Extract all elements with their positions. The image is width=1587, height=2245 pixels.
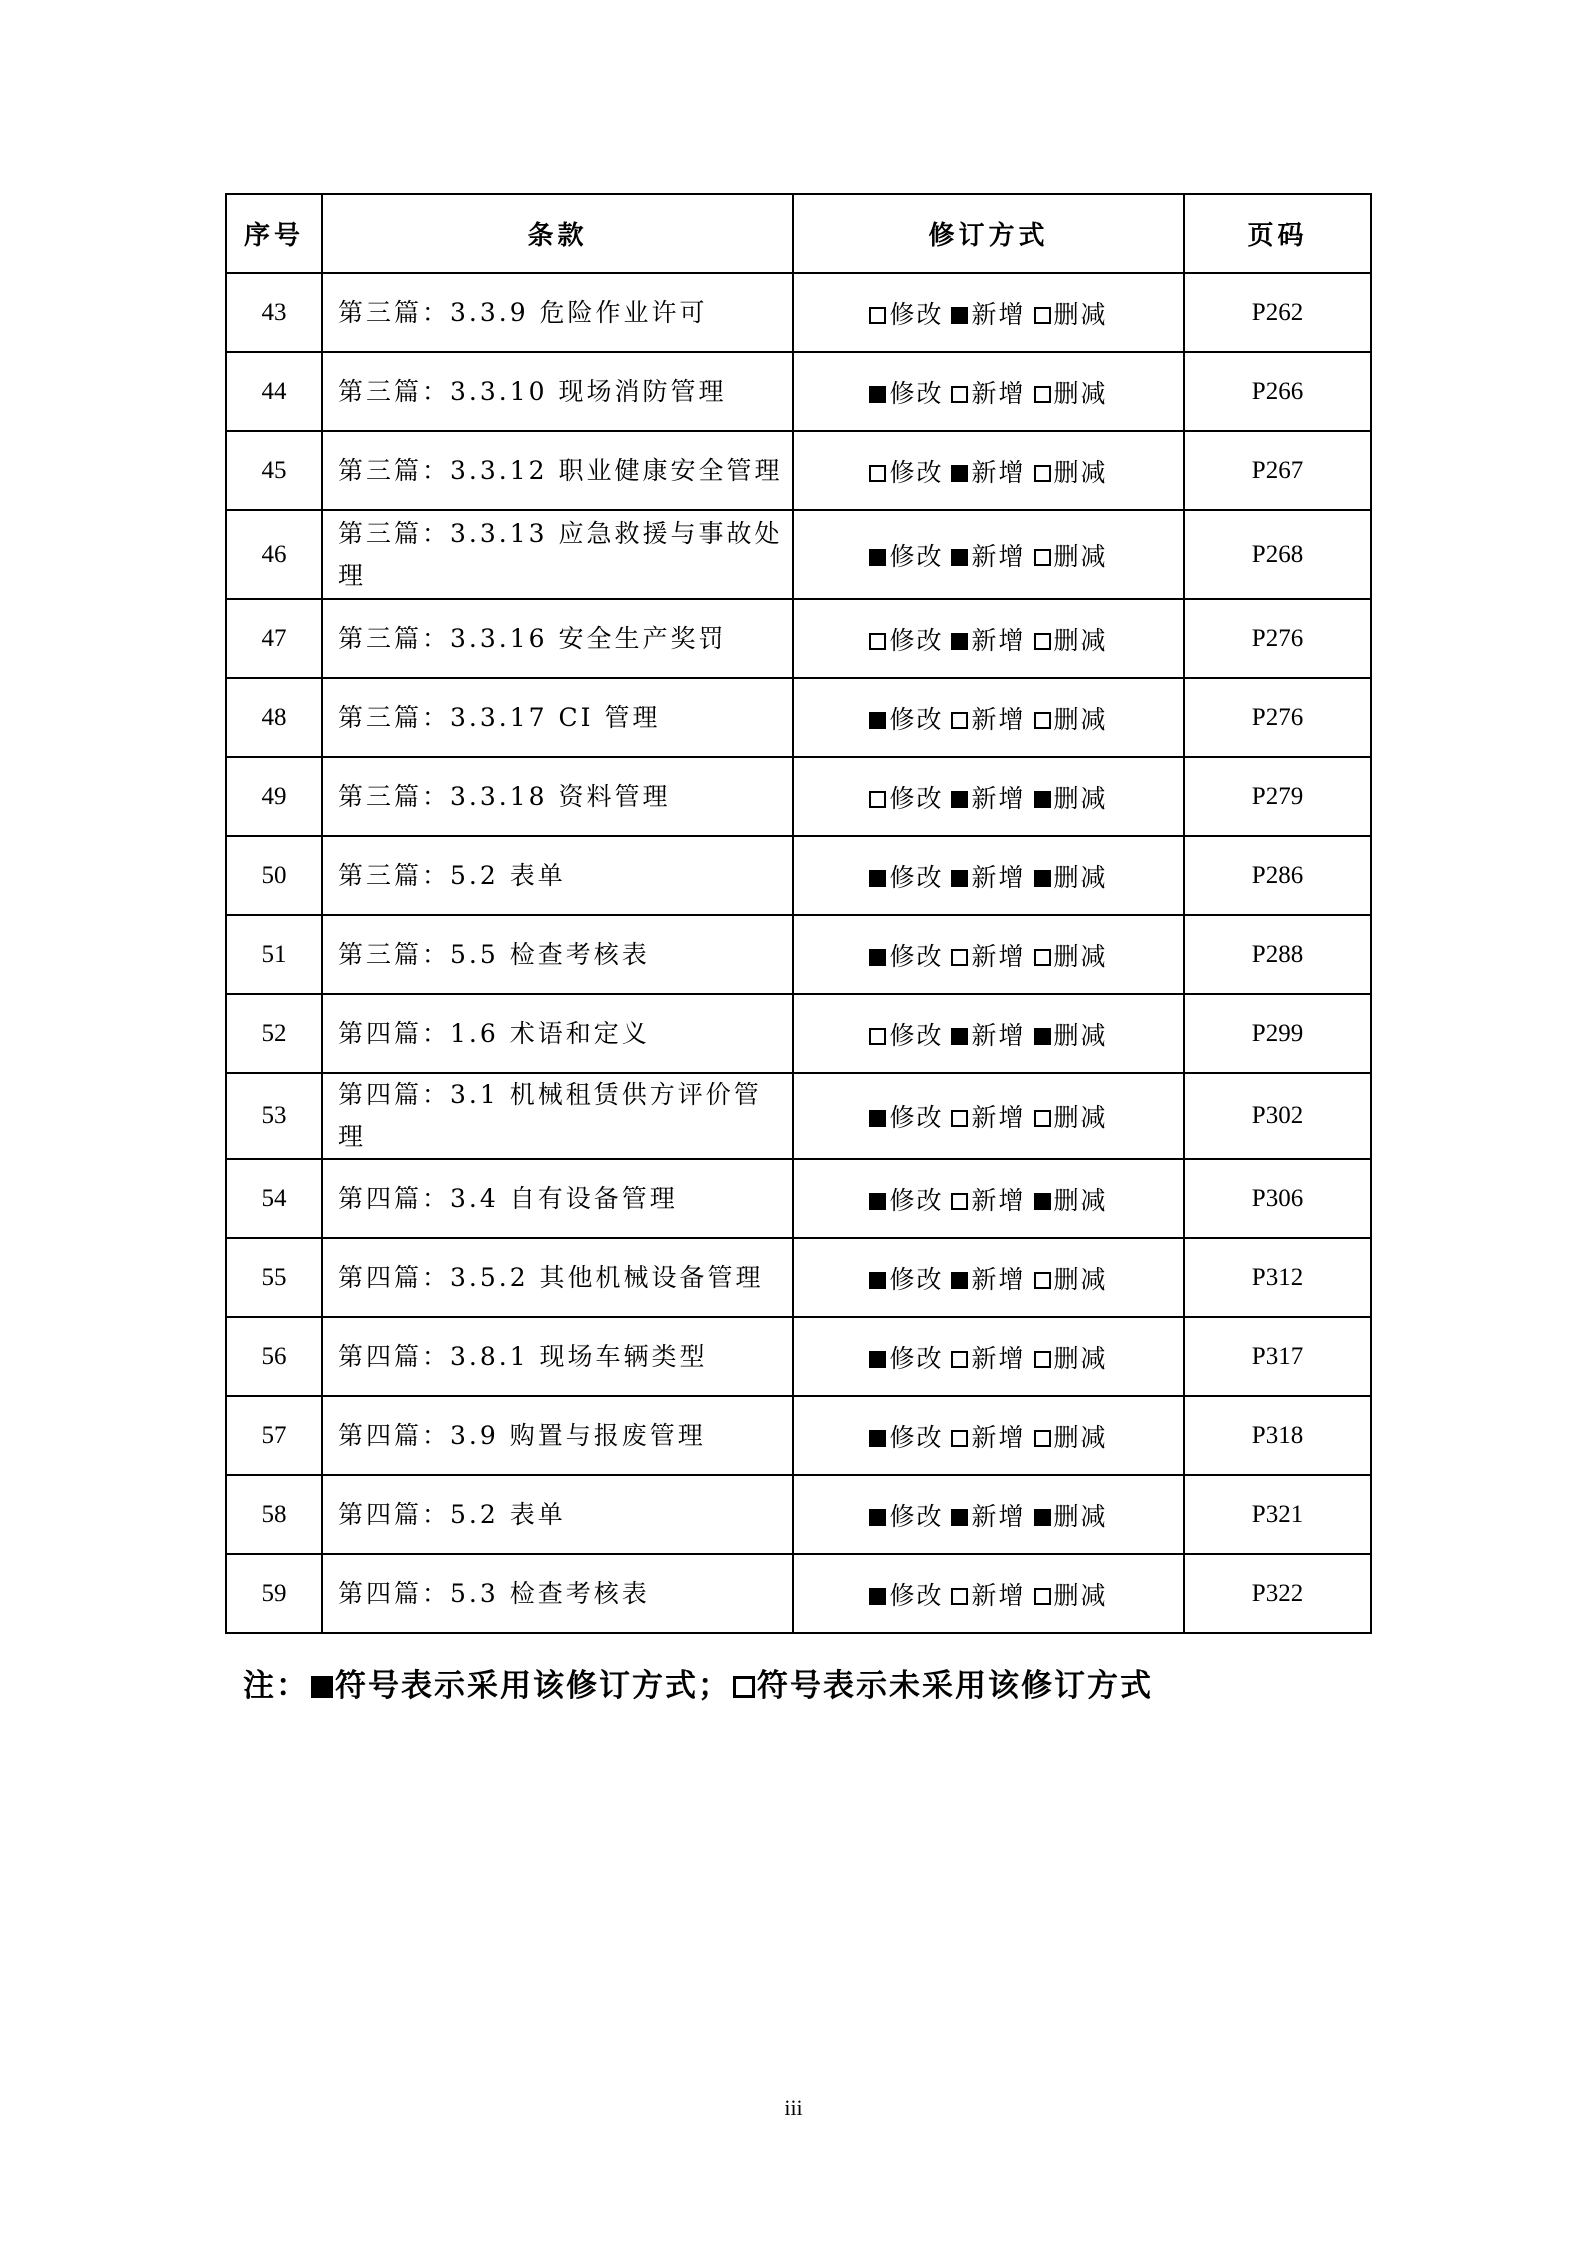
option-label: 删减 (1053, 541, 1108, 571)
row-page: P317 (1184, 1317, 1371, 1396)
option-add (951, 700, 1025, 736)
checked-box-icon (869, 549, 886, 566)
checked-box-icon (311, 1676, 333, 1698)
checked-box-icon (951, 465, 968, 482)
option-delete (1034, 1576, 1108, 1612)
table-row (226, 352, 1371, 431)
option-modify (869, 700, 943, 736)
row-method (793, 836, 1184, 915)
unchecked-box-icon (1034, 549, 1051, 566)
unchecked-box-icon (1034, 712, 1051, 729)
checked-box-icon (869, 386, 886, 403)
option-label: 新增 (971, 1580, 1026, 1610)
table-row (226, 1396, 1371, 1475)
option-delete (1034, 1339, 1108, 1375)
option-delete (1034, 937, 1108, 973)
unchecked-box-icon (951, 386, 968, 403)
row-method (793, 1475, 1184, 1554)
option-add (951, 1181, 1025, 1217)
option-delete (1034, 779, 1108, 815)
option-modify (869, 937, 943, 973)
row-clause: 第四篇：5.2 表单 (322, 1475, 793, 1554)
option-label: 修改 (889, 378, 944, 408)
option-add (951, 295, 1025, 331)
row-page: P268 (1184, 510, 1371, 599)
unchecked-box-icon (869, 1028, 886, 1045)
option-label: 修改 (889, 704, 944, 734)
row-clause: 第四篇：3.9 购置与报废管理 (322, 1396, 793, 1475)
unchecked-box-icon (951, 1588, 968, 1605)
table-row (226, 1475, 1371, 1554)
option-label: 删减 (1053, 1020, 1108, 1050)
unchecked-box-icon (951, 1110, 968, 1127)
checked-box-icon (869, 1430, 886, 1447)
option-add (951, 537, 1025, 573)
option-label: 新增 (971, 541, 1026, 571)
option-add (951, 1576, 1025, 1612)
row-seq: 51 (226, 915, 322, 994)
option-label: 删减 (1053, 704, 1108, 734)
table-body (226, 273, 1371, 1633)
table-row (226, 836, 1371, 915)
option-delete (1034, 453, 1108, 489)
option-add (951, 1260, 1025, 1296)
unchecked-box-icon (951, 1193, 968, 1210)
row-method (793, 1317, 1184, 1396)
option-label: 删减 (1053, 1501, 1108, 1531)
row-seq: 45 (226, 431, 322, 510)
option-add (951, 1497, 1025, 1533)
option-label: 删减 (1053, 457, 1108, 487)
checked-box-icon (951, 633, 968, 650)
option-modify (869, 858, 943, 894)
unchecked-box-icon (869, 633, 886, 650)
option-label: 新增 (971, 1185, 1026, 1215)
option-add (951, 779, 1025, 815)
option-label: 修改 (889, 783, 944, 813)
option-modify (869, 374, 943, 410)
unchecked-box-icon (1034, 386, 1051, 403)
row-clause: 第四篇：1.6 术语和定义 (322, 994, 793, 1073)
unchecked-box-icon (1034, 1272, 1051, 1289)
option-modify (869, 1098, 943, 1134)
option-add (951, 858, 1025, 894)
unchecked-box-icon (1034, 1430, 1051, 1447)
option-modify (869, 1260, 943, 1296)
option-label: 修改 (889, 457, 944, 487)
table-row (226, 1159, 1371, 1238)
row-seq: 57 (226, 1396, 322, 1475)
option-add (951, 1098, 1025, 1134)
option-modify (869, 1016, 943, 1052)
option-label: 删减 (1053, 378, 1108, 408)
option-add (951, 621, 1025, 657)
row-clause: 第三篇：3.3.17 CI 管理 (322, 678, 793, 757)
option-add (951, 453, 1025, 489)
row-seq: 53 (226, 1073, 322, 1159)
row-page: P262 (1184, 273, 1371, 352)
option-label: 修改 (889, 625, 944, 655)
row-clause: 第三篇：3.3.10 现场消防管理 (322, 352, 793, 431)
option-delete (1034, 537, 1108, 573)
option-modify (869, 1497, 943, 1533)
checked-box-icon (869, 1509, 886, 1526)
row-method (793, 757, 1184, 836)
option-delete (1034, 1098, 1108, 1134)
row-clause: 第三篇：3.3.12 职业健康安全管理 (322, 431, 793, 510)
option-label: 修改 (889, 1264, 944, 1294)
checked-box-icon (869, 870, 886, 887)
option-label: 删减 (1053, 941, 1108, 971)
table-row (226, 1238, 1371, 1317)
row-page: P299 (1184, 994, 1371, 1073)
row-clause: 第三篇：3.3.13 应急救援与事故处理 (322, 510, 793, 599)
option-modify (869, 779, 943, 815)
unchecked-box-icon (1034, 1110, 1051, 1127)
option-label: 新增 (971, 1103, 1026, 1132)
checked-box-icon (869, 1351, 886, 1368)
option-label: 新增 (971, 783, 1026, 813)
checked-box-icon (1034, 1193, 1051, 1210)
option-label: 修改 (889, 1343, 944, 1373)
option-modify (869, 295, 943, 331)
option-label: 新增 (971, 704, 1026, 734)
table-row (226, 678, 1371, 757)
checked-box-icon (1034, 1509, 1051, 1526)
row-seq: 58 (226, 1475, 322, 1554)
note-prefix: 注： (243, 1668, 309, 1704)
option-label: 删减 (1053, 1580, 1108, 1610)
row-clause: 第三篇：3.3.18 资料管理 (322, 757, 793, 836)
checked-box-icon (869, 1193, 886, 1210)
option-label: 删减 (1053, 1422, 1108, 1452)
option-label: 新增 (971, 378, 1026, 408)
option-delete (1034, 1260, 1108, 1296)
unchecked-box-icon (869, 465, 886, 482)
row-method (793, 352, 1184, 431)
unchecked-box-icon (1034, 1351, 1051, 1368)
row-seq: 54 (226, 1159, 322, 1238)
row-page: P276 (1184, 678, 1371, 757)
option-label: 删减 (1053, 1264, 1108, 1294)
row-page: P318 (1184, 1396, 1371, 1475)
checked-box-icon (1034, 1028, 1051, 1045)
option-modify (869, 1181, 943, 1217)
checked-box-icon (1034, 870, 1051, 887)
row-page: P276 (1184, 599, 1371, 678)
header-page: 页码 (1184, 194, 1371, 273)
row-clause: 第三篇：3.3.9 危险作业许可 (322, 273, 793, 352)
option-label: 新增 (971, 457, 1026, 487)
row-page: P266 (1184, 352, 1371, 431)
option-label: 修改 (889, 541, 944, 571)
unchecked-box-icon (951, 712, 968, 729)
option-modify (869, 1576, 943, 1612)
table-row (226, 273, 1371, 352)
row-page: P312 (1184, 1238, 1371, 1317)
option-label: 新增 (971, 1020, 1026, 1050)
row-method (793, 1159, 1184, 1238)
row-seq: 48 (226, 678, 322, 757)
note-unchecked-text: 符号表示未采用该修订方式 (757, 1668, 1153, 1704)
option-delete (1034, 295, 1108, 331)
checked-box-icon (951, 870, 968, 887)
table-header-row (226, 194, 1371, 273)
option-label: 新增 (971, 1501, 1026, 1531)
row-clause: 第三篇：3.3.16 安全生产奖罚 (322, 599, 793, 678)
option-delete (1034, 1016, 1108, 1052)
unchecked-box-icon (951, 1430, 968, 1447)
option-add (951, 1418, 1025, 1454)
option-delete (1034, 374, 1108, 410)
row-page: P286 (1184, 836, 1371, 915)
row-method (793, 994, 1184, 1073)
option-modify (869, 1339, 943, 1375)
row-seq: 52 (226, 994, 322, 1073)
option-label: 修改 (889, 941, 944, 971)
option-add (951, 937, 1025, 973)
row-method (793, 431, 1184, 510)
row-seq: 59 (226, 1554, 322, 1633)
row-seq: 43 (226, 273, 322, 352)
unchecked-box-icon (1034, 949, 1051, 966)
option-label: 删减 (1053, 862, 1108, 892)
option-label: 修改 (889, 1580, 944, 1610)
option-label: 新增 (971, 299, 1026, 329)
option-label: 删减 (1053, 1185, 1108, 1215)
option-delete (1034, 1497, 1108, 1533)
option-label: 修改 (889, 1501, 944, 1531)
row-page: P279 (1184, 757, 1371, 836)
page-number: iii (784, 2095, 803, 2120)
unchecked-box-icon (951, 1351, 968, 1368)
option-label: 新增 (971, 1264, 1026, 1294)
header-clause: 条款 (322, 194, 793, 273)
unchecked-box-icon (869, 791, 886, 808)
header-method: 修订方式 (793, 194, 1184, 273)
option-modify (869, 621, 943, 657)
option-label: 新增 (971, 1422, 1026, 1452)
row-method (793, 273, 1184, 352)
table-row (226, 1073, 1371, 1159)
option-label: 删减 (1053, 1343, 1108, 1373)
table-row (226, 757, 1371, 836)
option-label: 修改 (889, 1020, 944, 1050)
option-label: 删减 (1053, 299, 1108, 329)
checked-box-icon (951, 1028, 968, 1045)
unchecked-box-icon (869, 307, 886, 324)
table-row (226, 994, 1371, 1073)
table-row (226, 915, 1371, 994)
checked-box-icon (869, 712, 886, 729)
checked-box-icon (951, 1509, 968, 1526)
row-page: P321 (1184, 1475, 1371, 1554)
option-add (951, 1016, 1025, 1052)
checked-box-icon (951, 307, 968, 324)
option-label: 新增 (971, 941, 1026, 971)
option-delete (1034, 1181, 1108, 1217)
unchecked-box-icon (1034, 1588, 1051, 1605)
option-label: 修改 (889, 862, 944, 892)
checked-box-icon (951, 791, 968, 808)
row-method (793, 1073, 1184, 1159)
checked-box-icon (951, 549, 968, 566)
table-row (226, 1554, 1371, 1633)
row-page: P288 (1184, 915, 1371, 994)
row-page: P302 (1184, 1073, 1371, 1159)
unchecked-box-icon (1034, 465, 1051, 482)
option-delete (1034, 621, 1108, 657)
option-add (951, 1339, 1025, 1375)
table-row (226, 1317, 1371, 1396)
checked-box-icon (869, 949, 886, 966)
revision-table (225, 193, 1372, 1634)
option-label: 修改 (889, 299, 944, 329)
checked-box-icon (869, 1272, 886, 1289)
option-delete (1034, 1418, 1108, 1454)
unchecked-box-icon (1034, 633, 1051, 650)
checked-box-icon (1034, 791, 1051, 808)
row-method (793, 1554, 1184, 1633)
option-delete (1034, 858, 1108, 894)
row-method (793, 510, 1184, 599)
option-label: 删减 (1053, 1103, 1108, 1132)
row-method (793, 599, 1184, 678)
row-page: P267 (1184, 431, 1371, 510)
row-page: P322 (1184, 1554, 1371, 1633)
row-seq: 56 (226, 1317, 322, 1396)
row-seq: 55 (226, 1238, 322, 1317)
row-seq: 47 (226, 599, 322, 678)
row-clause: 第四篇：3.8.1 现场车辆类型 (322, 1317, 793, 1396)
option-label: 新增 (971, 1343, 1026, 1373)
unchecked-box-icon (951, 949, 968, 966)
row-clause: 第三篇：5.2 表单 (322, 836, 793, 915)
table-row (226, 510, 1371, 599)
row-method (793, 678, 1184, 757)
table-row (226, 599, 1371, 678)
row-seq: 49 (226, 757, 322, 836)
option-label: 修改 (889, 1422, 944, 1452)
row-method (793, 1238, 1184, 1317)
row-seq: 44 (226, 352, 322, 431)
option-label: 删减 (1053, 625, 1108, 655)
option-modify (869, 1418, 943, 1454)
row-seq: 46 (226, 510, 322, 599)
table-row (226, 431, 1371, 510)
option-modify (869, 537, 943, 573)
row-clause: 第三篇：5.5 检查考核表 (322, 915, 793, 994)
row-clause: 第四篇：3.5.2 其他机械设备管理 (322, 1238, 793, 1317)
option-label: 新增 (971, 625, 1026, 655)
note-checked-text: 符号表示采用该修订方式； (335, 1668, 731, 1704)
checked-box-icon (869, 1588, 886, 1605)
row-method (793, 1396, 1184, 1475)
row-clause: 第四篇：3.1 机械租赁供方评价管理 (322, 1073, 793, 1159)
row-clause: 第四篇：5.3 检查考核表 (322, 1554, 793, 1633)
option-delete (1034, 700, 1108, 736)
legend-note (243, 1660, 1153, 1705)
option-label: 修改 (889, 1103, 944, 1132)
row-page: P306 (1184, 1159, 1371, 1238)
option-label: 新增 (971, 862, 1026, 892)
row-seq: 50 (226, 836, 322, 915)
unchecked-box-icon (1034, 307, 1051, 324)
option-modify (869, 453, 943, 489)
option-add (951, 374, 1025, 410)
checked-box-icon (869, 1110, 886, 1127)
checked-box-icon (951, 1272, 968, 1289)
row-clause: 第四篇：3.4 自有设备管理 (322, 1159, 793, 1238)
option-label: 修改 (889, 1185, 944, 1215)
header-seq: 序号 (226, 194, 322, 273)
option-label: 删减 (1053, 783, 1108, 813)
row-method (793, 915, 1184, 994)
unchecked-box-icon (733, 1676, 755, 1698)
